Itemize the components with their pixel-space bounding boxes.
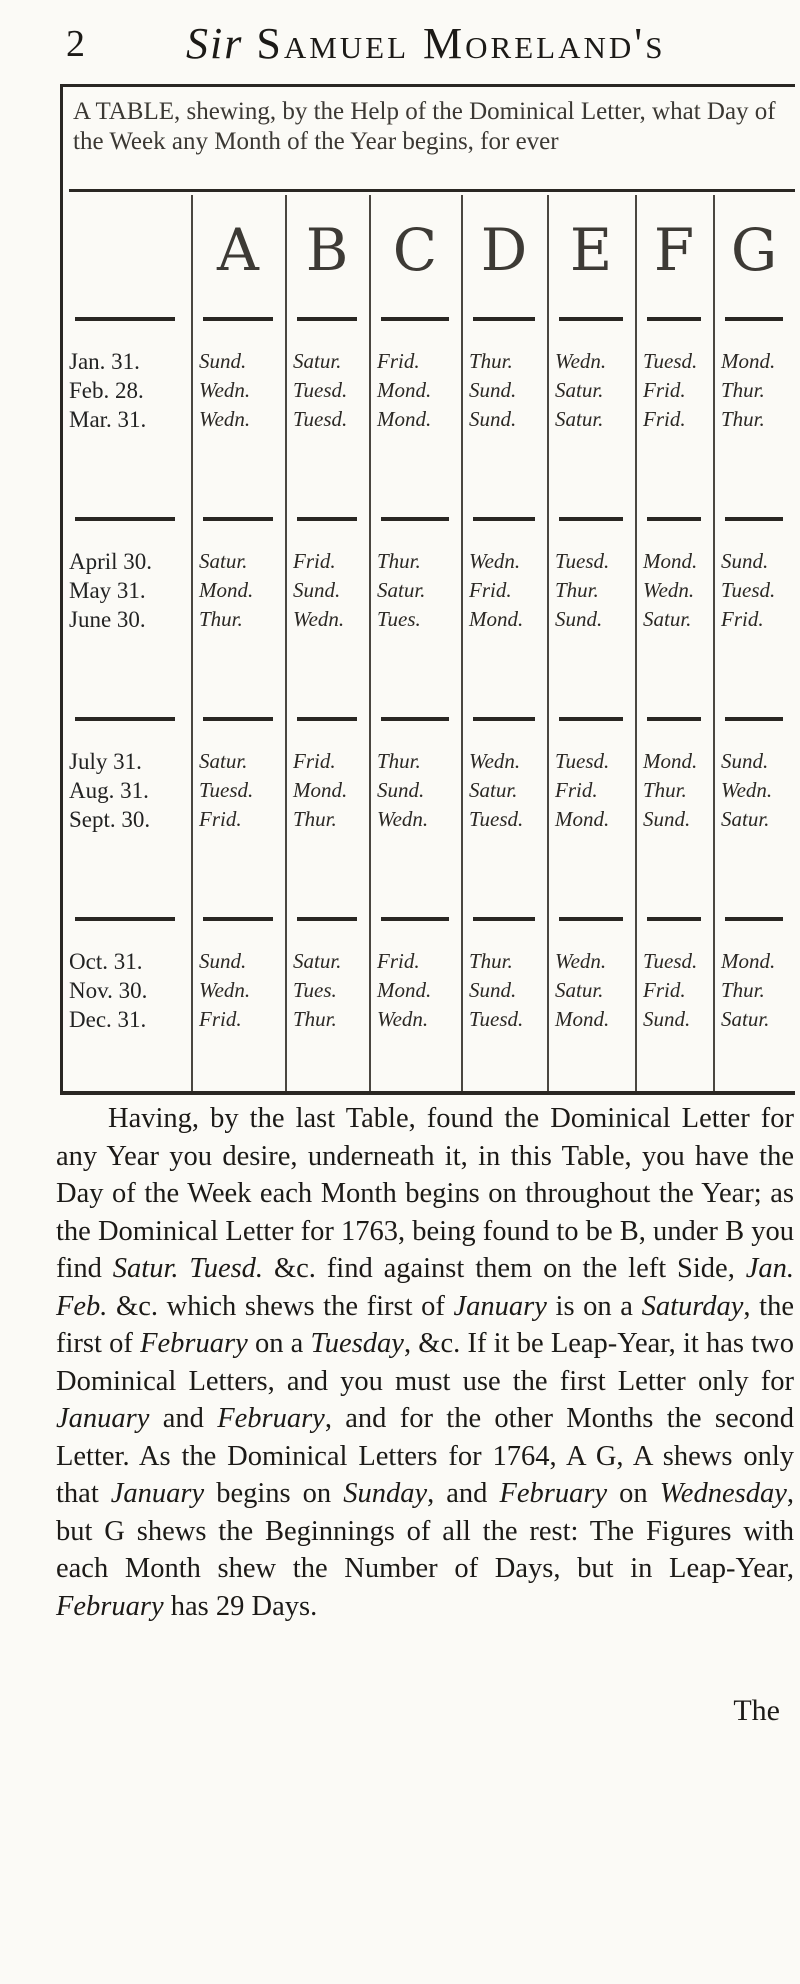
running-head: [186, 18, 665, 69]
italic-run: Saturday: [641, 1290, 744, 1322]
text-run: begins on: [204, 1478, 344, 1509]
weekday-entry: Sund.: [721, 549, 769, 573]
weekday-entry: Mond.: [555, 1007, 610, 1031]
running-head-italic: Sir: [186, 19, 244, 68]
row-separator: [647, 317, 701, 321]
weekday-entry: Satur.: [377, 578, 426, 602]
column-rule: [461, 195, 463, 1091]
italic-run: Wednesday: [659, 1478, 787, 1509]
catchword: The: [733, 1694, 780, 1727]
weekday-cell: [555, 947, 609, 1034]
page-number: 2: [66, 23, 85, 65]
column-rule: [285, 195, 287, 1091]
weekday-entry: Thur.: [555, 578, 599, 602]
weekday-entry: Tuesd.: [721, 578, 776, 602]
caption-rule: [69, 189, 795, 192]
italic-run: February: [140, 1328, 248, 1359]
row-separator: [75, 317, 175, 321]
text-run: , &c. If it be Leap-Year, it has two Dominical Letters, and you must use the first Letter only for: [56, 1328, 794, 1397]
weekday-entry: Frid.: [199, 1007, 242, 1031]
text-run: , the first of: [56, 1290, 794, 1359]
weekday-cell: [643, 347, 697, 434]
dominical-letter-table: [60, 84, 795, 1095]
italic-run: Sunday: [343, 1478, 428, 1509]
month-label: Nov. 30.: [69, 978, 148, 1003]
weekday-entry: Sund.: [293, 578, 341, 602]
weekday-entry: Tuesd.: [199, 778, 254, 802]
weekday-entry: Thur.: [469, 949, 513, 973]
weekday-entry: Tuesd.: [643, 949, 698, 973]
weekday-cell: [377, 947, 431, 1034]
weekday-entry: Mond.: [721, 949, 776, 973]
weekday-cell: [721, 747, 772, 834]
column-rule: [713, 195, 715, 1091]
month-group-1: [69, 347, 146, 434]
weekday-cell: [377, 747, 428, 834]
weekday-entry: Sund.: [377, 778, 425, 802]
weekday-entry: Mond.: [643, 549, 698, 573]
month-group-2: [69, 547, 152, 634]
row-separator: [647, 917, 701, 921]
weekday-entry: Satur.: [555, 978, 604, 1002]
weekday-entry: Wedn.: [377, 807, 429, 831]
weekday-entry: Sund.: [643, 807, 691, 831]
row-separator: [559, 317, 623, 321]
weekday-entry: Tues.: [377, 607, 421, 631]
weekday-entry: Mond.: [293, 778, 348, 802]
weekday-cell: [199, 347, 250, 434]
italic-run: January: [56, 1403, 150, 1434]
month-label: Feb. 28.: [69, 378, 144, 403]
weekday-entry: Thur.: [721, 407, 765, 431]
month-label: Dec. 31.: [69, 1007, 147, 1032]
weekday-cell: [469, 947, 523, 1034]
weekday-entry: Mond.: [469, 607, 524, 631]
month-group-4: [69, 947, 147, 1034]
weekday-entry: Satur.: [555, 407, 604, 431]
row-separator: [203, 317, 273, 321]
weekday-entry: Thur.: [721, 378, 765, 402]
row-separator: [75, 717, 175, 721]
weekday-entry: Satur.: [293, 349, 342, 373]
weekday-cell: [721, 347, 775, 434]
month-label: Jan. 31.: [69, 349, 140, 374]
weekday-entry: Thur.: [377, 749, 421, 773]
weekday-entry: Tuesd.: [293, 378, 348, 402]
month-label: April 30.: [69, 549, 153, 574]
row-separator: [75, 917, 175, 921]
month-label: Aug. 31.: [69, 778, 149, 803]
weekday-entry: Mond.: [377, 978, 432, 1002]
weekday-entry: Mond.: [721, 349, 776, 373]
weekday-entry: Mond.: [199, 578, 254, 602]
weekday-cell: [469, 547, 523, 634]
text-run: and: [149, 1403, 218, 1434]
column-rule: [369, 195, 371, 1091]
row-separator: [559, 917, 623, 921]
row-separator: [559, 517, 623, 521]
row-separator: [473, 717, 535, 721]
weekday-entry: Satur.: [293, 949, 342, 973]
weekday-cell: [377, 347, 431, 434]
weekday-entry: Wedn.: [377, 1007, 429, 1031]
weekday-entry: Wedn.: [555, 949, 607, 973]
row-separator: [203, 917, 273, 921]
row-separator: [297, 317, 357, 321]
weekday-entry: Sund.: [199, 349, 247, 373]
column-rule: [547, 195, 549, 1091]
weekday-entry: Thur.: [377, 549, 421, 573]
weekday-cell: [643, 547, 697, 634]
italic-run: Satur. Tuesd.: [112, 1253, 264, 1284]
weekday-cell: [377, 547, 425, 634]
weekday-cell: [643, 947, 697, 1034]
italic-run: February: [499, 1478, 608, 1509]
weekday-entry: Sund.: [469, 407, 517, 431]
weekday-cell: [199, 747, 253, 834]
text-run: Having, by the last Table, found the Dominical Letter for any Year you desire, underneath it, in this Table, you have the Day of the Week each Month begins on throughout the Year; as the Dominical Letter for 1763, being found to be B, under B you find: [56, 1103, 794, 1284]
weekday-entry: Thur.: [293, 1007, 337, 1031]
italic-run: February: [217, 1403, 325, 1434]
weekday-entry: Tuesd.: [643, 349, 698, 373]
paragraph-text: [56, 1100, 794, 1625]
italic-run: January: [453, 1290, 547, 1322]
weekday-entry: Satur.: [199, 549, 248, 573]
weekday-cell: [293, 947, 341, 1034]
weekday-entry: Frid.: [643, 978, 686, 1002]
weekday-entry: Wedn.: [199, 378, 251, 402]
weekday-entry: Frid.: [293, 549, 336, 573]
body-paragraph: [56, 1100, 794, 1625]
weekday-entry: Mond.: [555, 807, 610, 831]
column-rule: [635, 195, 637, 1091]
text-run: is on a: [546, 1290, 642, 1322]
row-separator: [381, 917, 449, 921]
weekday-entry: Frid.: [643, 407, 686, 431]
row-separator: [297, 517, 357, 521]
row-separator: [725, 517, 783, 521]
weekday-entry: Tuesd.: [469, 807, 524, 831]
weekday-cell: [293, 747, 347, 834]
row-separator: [473, 517, 535, 521]
page-header: [0, 18, 800, 78]
weekday-cell: [555, 547, 609, 634]
text-run: &c. which shews the first of: [107, 1290, 454, 1322]
weekday-cell: [721, 547, 775, 634]
text-run: &c. find against them on the left Side,: [263, 1253, 746, 1284]
row-separator: [647, 517, 701, 521]
row-separator: [647, 717, 701, 721]
weekday-entry: Tuesd.: [469, 1007, 524, 1031]
weekday-entry: Wedn.: [469, 549, 521, 573]
weekday-entry: Satur.: [721, 1007, 770, 1031]
month-label: Oct. 31.: [69, 949, 143, 974]
weekday-entry: Wedn.: [469, 749, 521, 773]
row-separator: [725, 917, 783, 921]
weekday-entry: Frid.: [721, 607, 764, 631]
row-separator: [297, 717, 357, 721]
weekday-entry: Wedn.: [199, 407, 251, 431]
weekday-entry: Satur.: [469, 778, 518, 802]
row-separator: [381, 717, 449, 721]
text-run: has 29 Days.: [163, 1590, 318, 1622]
row-separator: [725, 717, 783, 721]
weekday-cell: [293, 347, 347, 434]
weekday-entry: Mond.: [377, 378, 432, 402]
month-label: June 30.: [69, 607, 146, 632]
text-run: , and: [427, 1478, 500, 1509]
weekday-cell: [469, 747, 523, 834]
month-label: Sept. 30.: [69, 807, 151, 832]
weekday-entry: Frid.: [377, 349, 420, 373]
row-separator: [381, 317, 449, 321]
column-rule: [191, 195, 193, 1091]
dominical-letter-a: A: [217, 216, 259, 284]
weekday-entry: Thur.: [643, 778, 687, 802]
weekday-entry: Frid.: [643, 378, 686, 402]
row-separator: [381, 517, 449, 521]
italic-run: February: [56, 1590, 164, 1622]
text-run: on: [607, 1478, 660, 1509]
weekday-entry: Thur.: [199, 607, 243, 631]
weekday-cell: [199, 547, 253, 634]
dominical-letter-e: E: [569, 216, 613, 284]
weekday-entry: Frid.: [293, 749, 336, 773]
italic-run: Jan. Feb.: [56, 1253, 794, 1322]
text-run: , but G shews the Beginnings of all the rest: The Figures with each Month shew the Number of Days, but in Leap-Year,: [56, 1478, 794, 1584]
text-run: , and for the other Months the second Letter. As the Dominical Letters for 1764, A G, A shews only that: [56, 1403, 794, 1509]
month-label: Mar. 31.: [69, 407, 147, 432]
weekday-entry: Wedn.: [643, 578, 695, 602]
weekday-entry: Tues.: [293, 978, 337, 1002]
weekday-cell: [721, 947, 775, 1034]
weekday-entry: Tuesd.: [555, 749, 610, 773]
weekday-entry: Sund.: [643, 1007, 691, 1031]
weekday-entry: Frid.: [555, 778, 598, 802]
weekday-entry: Frid.: [199, 807, 242, 831]
weekday-entry: Sund.: [721, 749, 769, 773]
dominical-letter-c: C: [392, 216, 438, 284]
weekday-cell: [469, 347, 516, 434]
weekday-entry: Wedn.: [293, 607, 345, 631]
weekday-entry: Wedn.: [199, 978, 251, 1002]
weekday-entry: Satur.: [643, 607, 692, 631]
weekday-cell: [293, 547, 344, 634]
dominical-letter-b: B: [305, 216, 349, 284]
italic-run: Tuesday: [310, 1328, 404, 1359]
weekday-entry: Sund.: [555, 607, 603, 631]
weekday-entry: Sund.: [469, 978, 517, 1002]
weekday-entry: Thur.: [721, 978, 765, 1002]
dominical-letter-d: D: [480, 216, 528, 284]
weekday-cell: [555, 747, 609, 834]
month-label: July 31.: [69, 749, 142, 774]
row-separator: [203, 717, 273, 721]
weekday-entry: Tuesd.: [555, 549, 610, 573]
weekday-entry: Sund.: [199, 949, 247, 973]
row-separator: [473, 317, 535, 321]
weekday-entry: Sund.: [469, 378, 517, 402]
weekday-entry: Satur.: [721, 807, 770, 831]
weekday-entry: Mond.: [643, 749, 698, 773]
text-run: on a: [247, 1328, 311, 1359]
weekday-entry: Frid.: [469, 578, 512, 602]
row-separator: [725, 317, 783, 321]
dominical-letter-g: G: [730, 216, 778, 284]
row-separator: [203, 517, 273, 521]
weekday-entry: Frid.: [377, 949, 420, 973]
weekday-entry: Thur.: [469, 349, 513, 373]
weekday-entry: Wedn.: [555, 349, 607, 373]
italic-run: January: [110, 1478, 205, 1509]
dominical-letter-f: F: [653, 216, 695, 284]
row-separator: [297, 917, 357, 921]
weekday-cell: [643, 747, 697, 834]
month-label: May 31.: [69, 578, 146, 603]
weekday-entry: Thur.: [293, 807, 337, 831]
weekday-entry: Wedn.: [721, 778, 773, 802]
row-separator: [75, 517, 175, 521]
weekday-entry: Satur.: [199, 749, 248, 773]
weekday-entry: Tuesd.: [293, 407, 348, 431]
month-group-3: [69, 747, 150, 834]
weekday-entry: Mond.: [377, 407, 432, 431]
weekday-cell: [555, 347, 606, 434]
row-separator: [473, 917, 535, 921]
table-caption: A TABLE, shewing, by the Help of the Dominical Letter, what Day of the Week any Month of the Year begins, for ever: [73, 98, 776, 155]
row-separator: [559, 717, 623, 721]
running-head-caps: Samuel Moreland's: [256, 19, 666, 68]
weekday-entry: Satur.: [555, 378, 604, 402]
weekday-cell: [199, 947, 250, 1034]
